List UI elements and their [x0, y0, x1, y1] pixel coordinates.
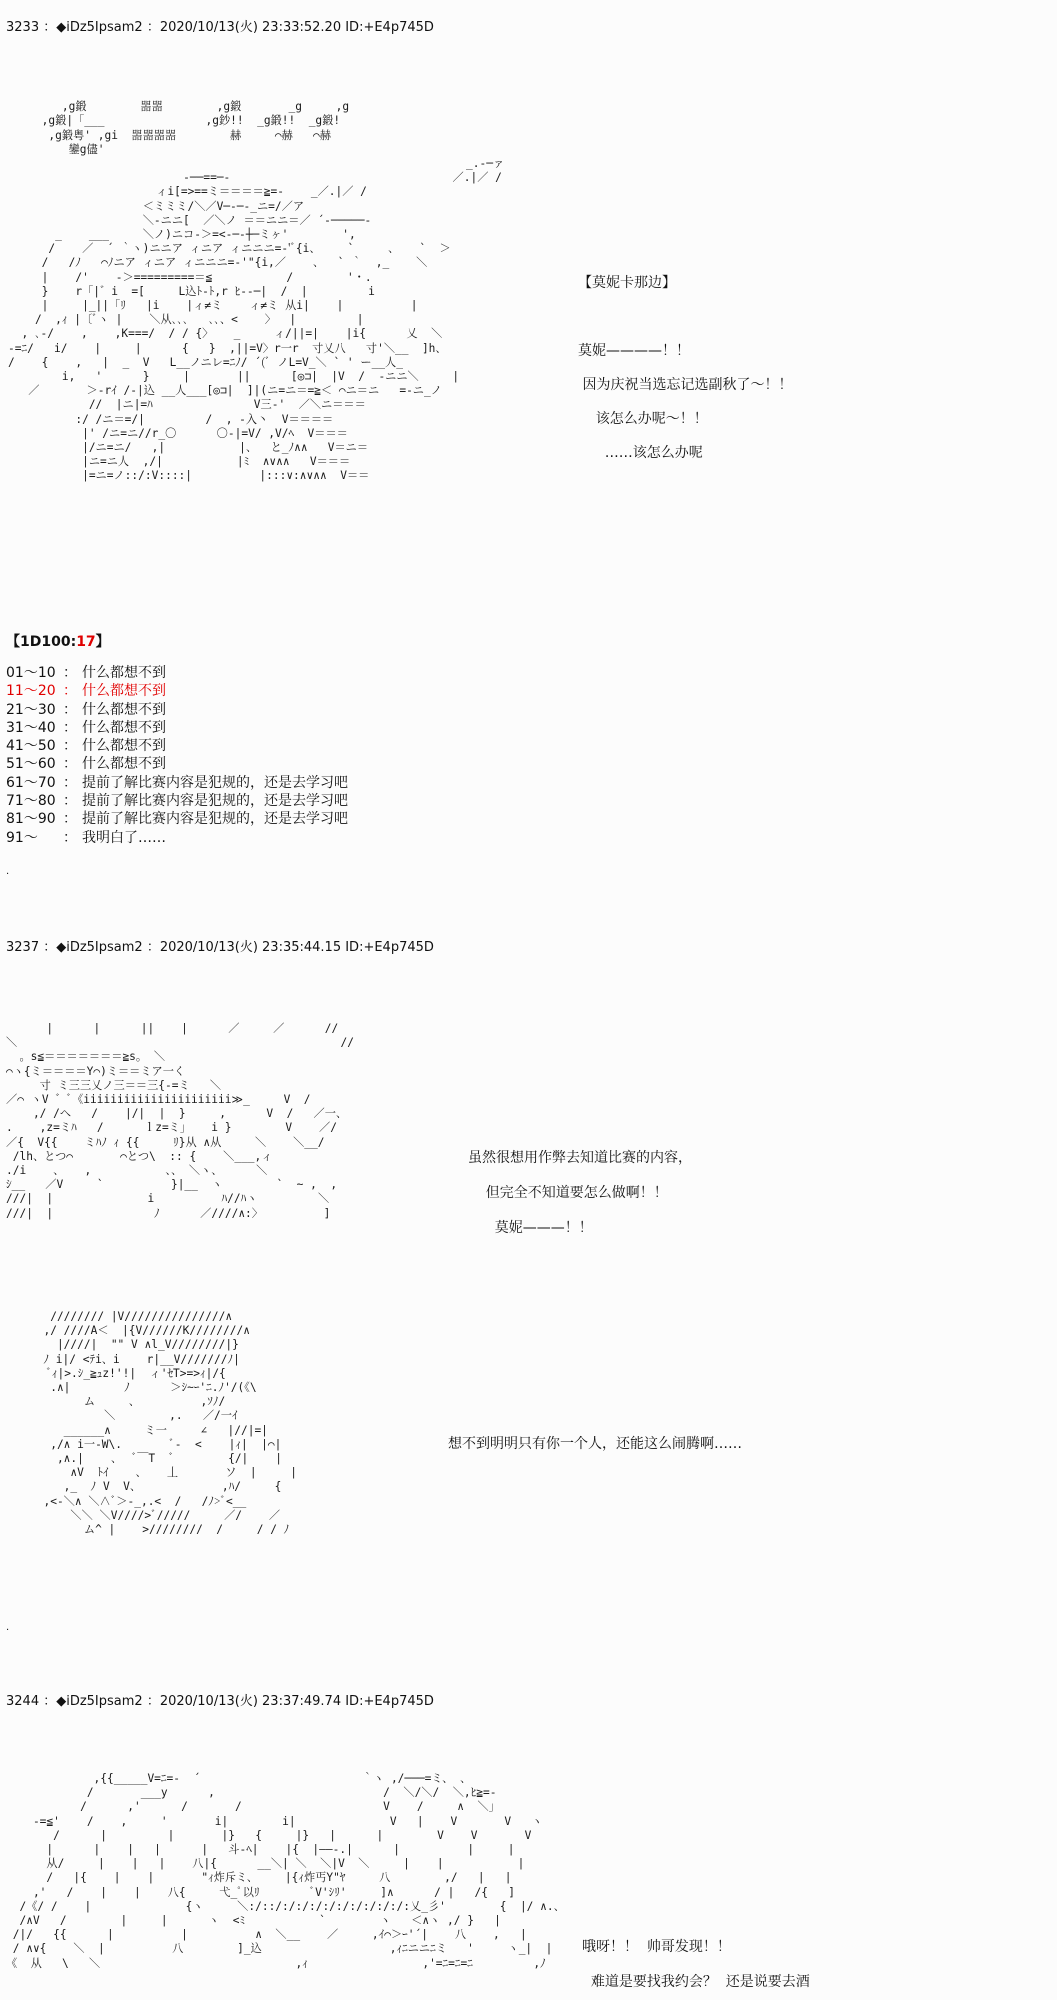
art-3237a-line: | | || | ／ ／ // — [6, 1022, 339, 1035]
dialog-post-3244 — [582, 1930, 810, 2000]
roll-range: 01～10 — [6, 665, 56, 681]
roll-range: 31～40 — [6, 719, 56, 736]
art-3237a-line: 。s≦＝＝＝＝＝＝＝≧s。 ＼ — [6, 1050, 166, 1064]
art-3237b-line: ＼＼ ＼V////>ﾞ///// ／/ ／ — [30, 1508, 281, 1522]
art-3233-line — [8, 86, 504, 100]
art-3233-line: _ ___ ＼ノ)ニコ-＞=<-─-┼─ミヶ' ', — [8, 228, 356, 242]
dialog-3233-line: ……该怎么办呢 — [578, 445, 703, 461]
art-3244-line: ,{{_____V=ﾆ=- ´ ｀ヽ ,/───=ミ、 、 — [6, 1772, 472, 1785]
art-3233-line: ,g鍛粤' ,gi 噐噐噐噐 赫 ⌒赫 ⌒赫 — [8, 128, 331, 142]
art-3233-line: |ニ=ニ人 ,/| |ﾐ ∧∨∧∧ V＝＝＝ — [8, 455, 351, 469]
art-3237a-line: ./i 、 , 、、 ＼ヽ、 ＼ — [6, 1164, 268, 1178]
dialog-3233-line: 莫妮————！！ — [578, 343, 690, 359]
art-3237b-line: ム 、 ,ｿﾉ/ — [30, 1395, 226, 1409]
art-3244-line: / ,' / / V / ∧ ＼」 — [6, 1800, 500, 1814]
art-3233-line: -=ﾆ/ i/ | | { } ,||=V〉r一r 寸乂八 寸'＼__ ]h、 — [8, 341, 447, 355]
art-3233-line: _.-─ァ — [8, 157, 505, 171]
art-3244-line: ,' / | | 八{ 弋_ﾟ以ﾘ ﾞV'ｼﾘ' ]∧ / | /{ ] — [6, 1885, 515, 1899]
roll-outcome: 什么都想不到 — [82, 756, 166, 773]
roll-row — [6, 719, 348, 737]
roll-range: 41～50 — [6, 738, 56, 755]
roll-range: 11～20 — [6, 683, 56, 700]
art-3244-line: | | | | | 斗-ﾍ| |{ |——-.| | | | — [6, 1843, 515, 1857]
art-3237b-line: ＼ ,. ／/一ｲ — [30, 1409, 238, 1423]
roll-row — [6, 737, 348, 755]
roll-range: 61～70 — [6, 774, 56, 791]
dialog-3237a-line: 但完全不知道要怎么做啊！！ — [468, 1185, 668, 1201]
art-3237b-line: ,/ ////A＜ |{V//////K////////∧ — [30, 1324, 250, 1338]
roll-outcome: 提前了解比赛内容是犯规的，还是去学习吧 — [82, 793, 348, 810]
roll-range: 81～90 — [6, 811, 56, 828]
dialog-3237a-line: 莫妮———！！ — [468, 1220, 593, 1236]
art-3237a-line: /lh、とつ⌒ ⌒とつ\ :: { ＼___,ィ — [6, 1149, 273, 1163]
dialog-post-3237-top — [468, 1141, 692, 1246]
art-3233-line: |/ニ=ニ/ ,| |、 と_ﾉ∧∧ V＝ニ＝ — [8, 441, 369, 455]
art-3233-line: ／ ＞-rｲ /-|込 __人___[◎⊐| ]|(ニ=ニ＝=≧＜ ⌒ニ＝ニ =-ニ_ノ — [8, 384, 442, 398]
post-header-3233: 3233 ：◆iDz5Ipsam2 ：2020/10/13(火) 23:33:52.20 ID:+E4p745D — [6, 20, 434, 35]
dialog-3244-line: 哦呀！！ 帅哥发现！！ — [582, 1939, 731, 1955]
art-3244-line: /|/ {{ | | ∧ ＼__ ／ ,ｲ⌒＞ｰ'´| 八 , | — [6, 1928, 527, 1942]
roll-separator: ： — [63, 811, 77, 828]
roll-separator: ： — [63, 793, 77, 810]
art-3244-line: / ∧∨{ ＼ | 八 ]_込 ,ｨﾆニニﾆミ ' ヽ_| | — [6, 1942, 553, 1956]
ascii-art-post-3244 — [6, 1772, 565, 1971]
art-3237a-line: ／{ V{{ ミﾊﾉ ｨ {{ ﾘ}从 ∧从 ＼ ＼__/ — [6, 1135, 325, 1149]
roll-outcome: 什么都想不到 — [82, 701, 166, 718]
roll-range: 91～ — [6, 829, 38, 846]
art-3233-line: ＼-ニニ[ ／＼ノ ＝＝ニニ＝／ ´-─────- — [8, 213, 372, 227]
art-3233-line: } r「|゛i =[ L込ﾄ-ﾄ,r ﾋ--─| / | i — [8, 284, 375, 298]
roll-outcome: 什么都想不到 — [82, 719, 166, 736]
roll-separator: ： — [63, 829, 77, 846]
art-3237a-line: ＼ // — [6, 1036, 354, 1050]
roll-outcome: 什么都想不到 — [82, 738, 166, 755]
roll-outcome: 提前了解比赛内容是犯规的，还是去学习吧 — [82, 811, 348, 828]
roll-separator: ： — [63, 719, 77, 736]
art-3233-line: |=ニ=ノ::/:V::::| |:::∨:∧∨∧∧ V＝＝ — [8, 469, 370, 483]
dialog-post-3233 — [578, 266, 792, 470]
art-3244-line: /∧V / | | ヽ <ﾐ ` ヽ ＜∧ヽ ,/ } | — [6, 1914, 501, 1928]
dialog-3244-line: 难道是要找我约会？ 还是说要去酒 — [582, 1974, 810, 1990]
dice-roll-close: 】 — [95, 634, 110, 650]
art-3233-line: 鑾g儘' — [8, 142, 105, 156]
art-3237a-line: 寸 ミ三三乂ノ三＝＝三{-=ミ ＼ — [6, 1078, 222, 1092]
art-3237b-line: ,∧.| 、 ﾞ￣T ﾞ {/| | — [30, 1452, 282, 1466]
art-3233-line: :/ /ニ＝=/| / , -入丶 V＝＝＝＝ — [8, 412, 334, 426]
art-3237b-line: ______∧ ミ一 ∠ |//|=| — [30, 1423, 268, 1437]
dice-roll-title — [6, 631, 110, 651]
art-3244-line: -=≦' / , ' i| i| V | V V ヽ — [6, 1814, 543, 1828]
roll-row — [6, 810, 348, 828]
roll-separator: ： — [63, 774, 77, 791]
separator-dot-2: . — [6, 1622, 10, 1633]
art-3233-line: |' /ニ=ニ//r_〇 〇-|=V/ ,V/ﾍ V＝＝＝ — [8, 426, 348, 440]
roll-range: 71～80 — [6, 793, 56, 810]
dialog-post-3237-bottom — [448, 1428, 742, 1461]
dialog-3233-line: 【莫妮卡那边】 — [578, 275, 676, 291]
dialog-3237b-line: 想不到明明只有你一个人，还能这么闹腾啊…… — [448, 1436, 742, 1452]
art-3244-line: / ___y , / ＼/＼/ ＼,ﾋ≧=- — [6, 1786, 497, 1800]
post-header-3244: 3244 ：◆iDz5Ipsam2 ：2020/10/13(火) 23:37:49.74 ID:+E4p745D — [6, 1694, 434, 1709]
art-3244-line: / |{ | | "ｨ炸斥ミ、 |{ｨ炸丐Y"ﾔ 八 ,/ | | — [6, 1871, 512, 1885]
art-3233-line: -──==─- ／.|／ / — [8, 171, 502, 185]
roll-separator: ： — [63, 756, 77, 773]
dice-roll-result: 17 — [76, 634, 96, 650]
roll-row — [6, 664, 348, 682]
dialog-3233-line: 该怎么办呢～！！ — [578, 411, 708, 427]
roll-separator: ： — [63, 665, 77, 681]
art-3237a-line: ///| | i ﾊ//ﾊヽ ＼ — [6, 1192, 330, 1206]
art-3237b-line: ﾉ i|/ <ﾃi、i r|__V///////ﾉ| — [30, 1352, 240, 1366]
roll-separator: ： — [63, 683, 77, 700]
dialog-3233-line: 因为庆祝当选忘记选副秋了～！！ — [578, 377, 793, 393]
ascii-art-post-3237-bottom — [30, 1310, 297, 1537]
art-3244-line: 《 从 \ ＼ ,ｨ ,'=ﾆ=ﾆ=ﾆ ,ﾉ — [6, 1956, 546, 1970]
post-header-3237: 3237 ：◆iDz5Ipsam2 ：2020/10/13(火) 23:35:44.15 ID:+E4p745D — [6, 940, 434, 955]
art-3233-line: ィi[=>==ミ＝＝＝＝≧=- _／.|／ / — [8, 185, 367, 199]
art-3237a-line: ／⌒ ヽV ゛ﾞ《iiiiiiiiiiiiiiiiiiiiii≫_ V / — [6, 1093, 311, 1107]
dice-roll-table — [6, 664, 348, 847]
art-3237a-line: ｼ__ ／V ` }|__ ヽ ` ~ , , — [6, 1178, 338, 1192]
art-3237b-line: ﾞｨ|>.ｼ_≧ｭz!'!| ィ'ｾT>=>ｨ|/{ — [30, 1366, 226, 1380]
roll-range: 51～60 — [6, 756, 56, 773]
dice-roll-label: 【1D100: — [6, 634, 77, 650]
art-3237b-line: ,_ ﾉ V V、 ,ﾊ/ { — [30, 1480, 282, 1494]
roll-outcome: 我明白了…… — [82, 829, 166, 846]
art-3237a-line: ///| | ﾉ ／////∧:〉 ] — [6, 1206, 331, 1220]
art-3233-line: ,g鍛|「___ ,g鈔!! _g鍛!! _g鍛! — [8, 114, 341, 128]
roll-outcome: 什么都想不到 — [82, 665, 166, 681]
art-3237b-line: ム^ | >//////// / / / ﾉ — [30, 1523, 290, 1537]
roll-separator: ： — [63, 738, 77, 755]
roll-outcome: 什么都想不到 — [82, 683, 166, 700]
art-3237b-line: ,<-＼∧ ＼∧ﾞ＞-_,.< / /ﾉ>ﾞ<__ — [30, 1494, 247, 1508]
roll-row — [6, 755, 348, 773]
roll-range: 21～30 — [6, 701, 56, 718]
art-3233-line: ,g鍛 噐噐 ,g鍛 _g ,g — [8, 100, 350, 114]
art-3233-line: | /' -＞=========＝≦ / '・. — [8, 270, 372, 284]
art-3233-line: , ､-/ , ,K===/ / / {〉 _ ィ/||=| |i{ 乂 ＼ — [8, 327, 443, 341]
art-3233-line: / { , | _ V L__ノニレ=ﾆﾉ/ ´(ﾞ ノL=V_＼ ` ' ー__人_ — [8, 355, 403, 369]
art-3233-line: // |ニ|=ﾊ V三-' ／＼ニ＝＝＝ — [8, 398, 366, 412]
art-3237b-line: ∧V ﾄｲ 、 丄 ソ | | — [30, 1466, 298, 1480]
art-3237b-line: |////| "" V ∧l_V////////|} — [30, 1338, 239, 1352]
art-3233-line: | |_||「ﾘ |i |ィ≠ミ ィ≠ミ 从i| | | — [8, 299, 418, 313]
art-3237b-line: .∧| ﾉ ＞ｼ~ｰ'ﾆ.ﾉ'/(《\ — [30, 1381, 257, 1395]
dialog-3237a-line: 虽然很想用作弊去知道比赛的内容， — [468, 1150, 692, 1166]
art-3237a-line: ⌒ヽ{ミ＝＝＝＝Y⌒)ミ＝＝ミア一く — [6, 1064, 186, 1078]
art-3233-line: i, ' } | || [◎⊐| |V / -ニニ＼ | — [8, 370, 460, 384]
roll-outcome: 提前了解比赛内容是犯规的，还是去学习吧 — [82, 774, 348, 791]
dialog-3233-line — [578, 300, 792, 334]
art-3233-line: ＜ミミミ/＼／V─-─-_ニ=/／ア — [8, 199, 305, 213]
art-3237a-line: ,/ /へ / |/| | } , V / ／一、 — [6, 1107, 348, 1121]
art-3244-line: / | | |} { |} | | V V V — [6, 1828, 539, 1842]
ascii-art-post-3237-top — [6, 1022, 354, 1221]
art-3233-line: / /ﾉ ⌒ﾉニア ィニア ィニニニ=-'"{i,／ 、 ` ｀ ,_ ＼ — [8, 256, 428, 270]
art-3233-line: / ／ ´ ｀ヽ)ニニア ィニア ィニニニ=-'ﾞ{i、 ` 、 ` ＞ — [8, 242, 451, 256]
roll-row — [6, 792, 348, 810]
art-3244-line: /《/ / | {ヽ ＼:/::/:/:/:/:/:/:/:/:/:/:乂_彡' { |/ ∧.、 — [6, 1899, 565, 1913]
art-3233-line: / ,ｨ |〔ﾞヽ | ＼从､､､ ､､、< 〉 | | — [8, 313, 364, 327]
art-3244-line: 从/ | | | 八|{ __＼| ＼ ＼|V ＼ | | | — [6, 1857, 525, 1871]
separator-dot: . — [6, 866, 10, 877]
art-3237b-line: //////// |V///////////////∧ — [30, 1310, 233, 1323]
roll-separator: ： — [63, 701, 77, 718]
roll-row — [6, 682, 348, 700]
art-3237b-line: ,/∧ i一-W\. ﾞ- < |ｨ| |⌒| — [30, 1437, 282, 1451]
roll-row — [6, 829, 348, 847]
ascii-art-post-3233 — [8, 86, 504, 484]
roll-row — [6, 701, 348, 719]
art-3237a-line: . ,z=ミﾊ / ｌz=ミ」 i } V ／/ — [6, 1121, 337, 1135]
roll-row — [6, 774, 348, 792]
